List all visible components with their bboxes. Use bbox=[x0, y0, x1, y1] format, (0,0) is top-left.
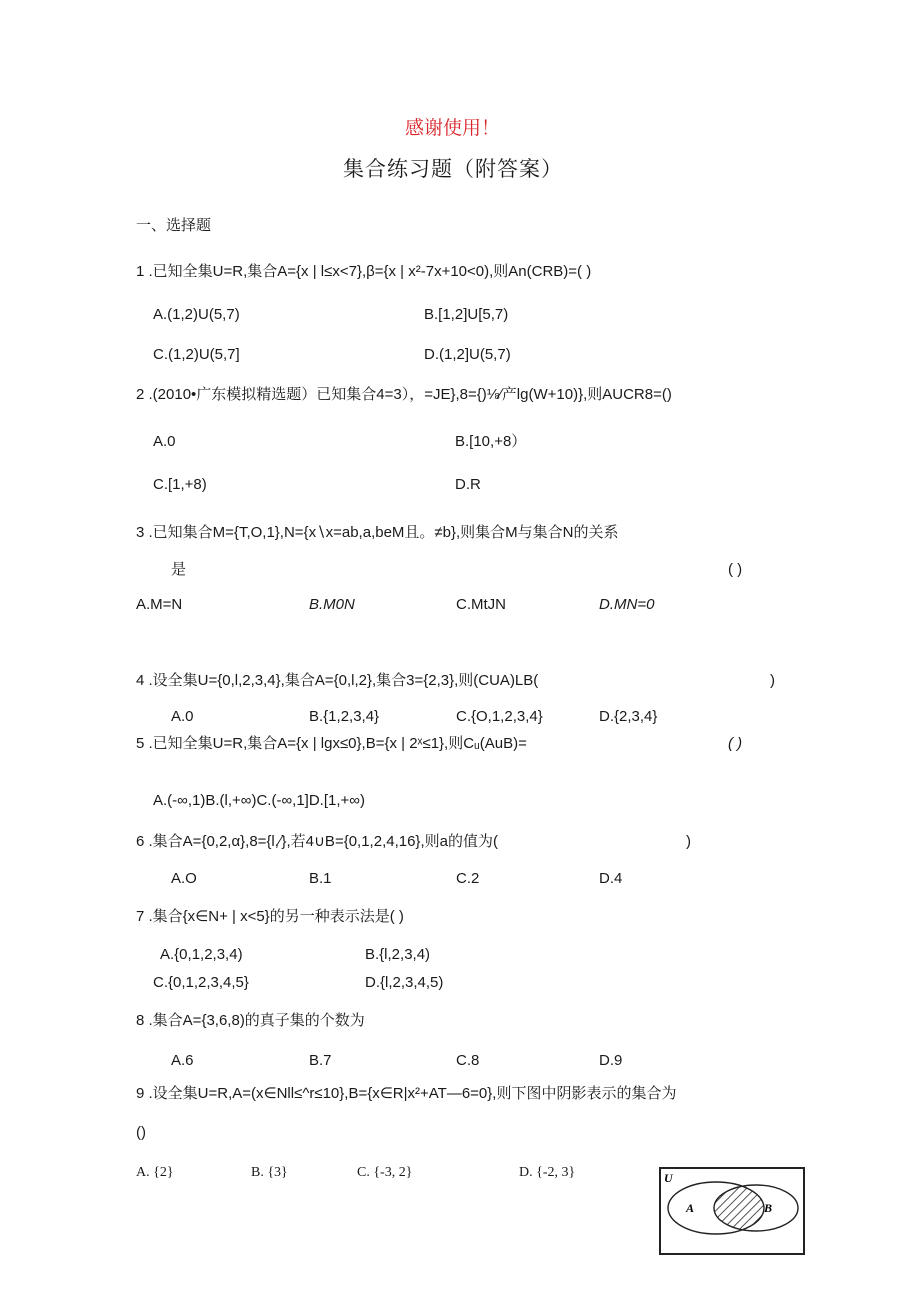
question-4-stem: 4 .设全集U={0,l,2,3,4},集合A={0,l,2},集合3={2,3},则(CUA)LB( bbox=[136, 672, 539, 689]
question-6-option-d: D.4 bbox=[599, 870, 623, 887]
question-3-option-c: C.MtJN bbox=[456, 596, 506, 613]
question-3-option-d: D.MN=0 bbox=[599, 596, 655, 613]
question-8-option-b: B.7 bbox=[309, 1052, 332, 1069]
question-2-option-c: C.[1,+8) bbox=[153, 476, 207, 493]
question-8-option-d: D.9 bbox=[599, 1052, 623, 1069]
question-1-option-a: A.(1,2)U(5,7) bbox=[153, 306, 240, 323]
question-3-answer-paren: ( ) bbox=[728, 561, 743, 578]
question-4-option-a: A.0 bbox=[171, 708, 194, 725]
question-7-option-b: B.{l,2,3,4) bbox=[365, 946, 431, 963]
page-title: 集合练习题（附答案） bbox=[343, 157, 563, 181]
question-7-option-c: C.{0,1,2,3,4,5} bbox=[153, 974, 249, 991]
question-6-option-a: A.O bbox=[171, 870, 197, 887]
question-9-option-a: A. {2} bbox=[136, 1165, 174, 1180]
question-1-stem: 1 .已知全集U=R,集合A={x | l≤x<7},β={x | x²-7x+10<0),则An(CRB)=( ) bbox=[136, 263, 592, 280]
venn-label-a: A bbox=[686, 1201, 695, 1215]
question-5-answer-paren: ( ) bbox=[728, 735, 743, 752]
question-9-option-b: B. {3} bbox=[251, 1165, 288, 1180]
question-1-option-b: B.[1,2]U[5,7) bbox=[424, 306, 509, 323]
question-9-answer-paren: () bbox=[136, 1124, 146, 1141]
question-1-option-d: D.(1,2]U(5,7) bbox=[424, 346, 511, 363]
question-6-answer-paren: ) bbox=[686, 833, 691, 850]
question-7-stem: 7 .集合{x∈N+ | x<5}的另一种表示法是( ) bbox=[136, 908, 404, 925]
question-7-option-d: D.{l,2,3,4,5) bbox=[365, 974, 444, 991]
question-6-option-c: C.2 bbox=[456, 870, 480, 887]
question-4-option-c: C.{O,1,2,3,4} bbox=[456, 708, 543, 725]
question-8-option-c: C.8 bbox=[456, 1052, 480, 1069]
question-6-stem: 6 .集合A={0,2,α},8={l,∕},若4∪B={0,1,2,4,16},则a的值为( bbox=[136, 833, 498, 850]
question-4-option-b: B.{1,2,3,4} bbox=[309, 708, 380, 725]
question-9-option-d: D. {-2, 3} bbox=[519, 1165, 576, 1180]
question-8-stem: 8 .集合A={3,6,8)的真子集的个数为 bbox=[136, 1012, 365, 1029]
question-2-stem: 2 .(2010•广东模拟精选题）已知集合4=3），=JE},8={)⅛∕产lg(W+10)},则AUCR8=() bbox=[136, 386, 672, 403]
question-6-option-b: B.1 bbox=[309, 870, 332, 887]
venn-label-u: U bbox=[664, 1171, 673, 1185]
question-1-option-c: C.(1,2)U(5,7] bbox=[153, 346, 240, 363]
question-7-option-a: A.{0,1,2,3,4) bbox=[160, 946, 243, 963]
thanks-banner: 感谢使用！ bbox=[405, 118, 501, 139]
question-5-stem: 5 .已知全集U=R,集合A={x | lgx≤0},B={x | 2ˣ≤1},则Cᵤ(AuB)= bbox=[136, 735, 527, 752]
venn-diagram bbox=[658, 1166, 806, 1256]
question-8-option-a: A.6 bbox=[171, 1052, 194, 1069]
question-2-option-d: D.R bbox=[455, 476, 481, 493]
question-3-stem: 3 .已知集合M={T,O,1},N={x∖x=ab,a,beM且。≠b},则集合M与集合N的关系 bbox=[136, 524, 619, 541]
section-heading: 一、选择题 bbox=[136, 217, 212, 234]
question-4-answer-paren: ) bbox=[770, 672, 775, 689]
question-5-options: A.(-∞,1)B.(l,+∞)C.(-∞,1]D.[1,+∞) bbox=[153, 792, 365, 809]
question-3-option-b: B.M0N bbox=[309, 596, 355, 613]
question-2-option-b: B.[10,+8） bbox=[455, 433, 527, 450]
question-4-option-d: D.{2,3,4} bbox=[599, 708, 658, 725]
venn-label-b: B bbox=[764, 1201, 773, 1215]
question-9-option-c: C. {-3, 2} bbox=[357, 1165, 413, 1180]
question-9-stem: 9 .设全集U=R,A=(x∈Nll≤^r≤10},B={x∈R|x²+AT—6=0},则下图中阴影表示的集合为 bbox=[136, 1085, 677, 1102]
question-2-option-a: A.0 bbox=[153, 433, 176, 450]
question-3-option-a: A.M=N bbox=[136, 596, 183, 613]
question-3-stem-cont: 是 bbox=[171, 561, 187, 578]
